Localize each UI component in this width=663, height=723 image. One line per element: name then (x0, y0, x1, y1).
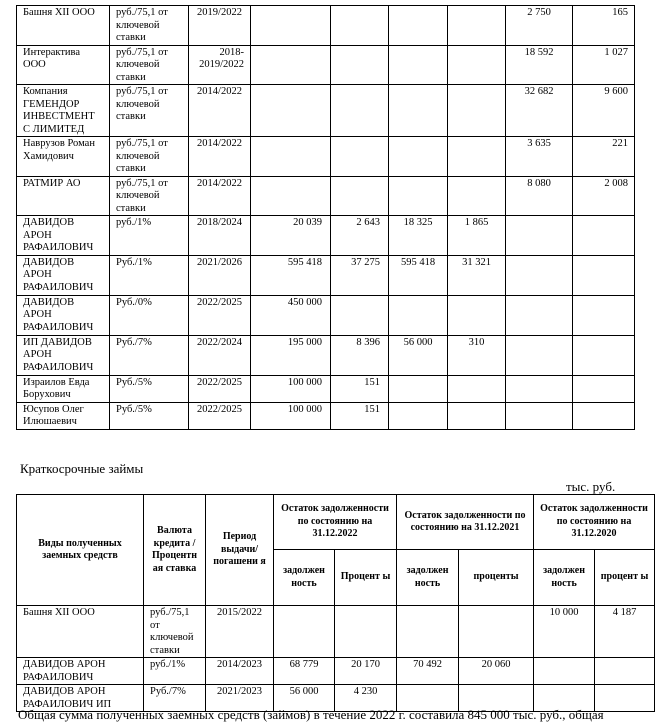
debt-2021 (389, 295, 448, 335)
debt-2020: 10 000 (534, 606, 595, 658)
period: 2021/2023 (206, 685, 274, 712)
header-interest-2021: проценты (459, 550, 534, 606)
interest-2021 (448, 6, 506, 46)
period: 2015/2022 (206, 606, 274, 658)
interest-2021 (448, 45, 506, 85)
period: 2014/2022 (189, 176, 251, 216)
interest-2021 (448, 137, 506, 177)
lender-name: Юсупов Олег Илюшаевич (17, 402, 110, 429)
interest-2020: 1 027 (573, 45, 635, 85)
table-row (17, 335, 635, 375)
interest-2022: 20 170 (335, 658, 397, 685)
units-label: тыс. руб. (566, 479, 616, 494)
interest-2022: 8 396 (331, 335, 389, 375)
interest-2021 (459, 606, 534, 658)
currency-rate: Руб./5% (110, 375, 189, 402)
table-row (17, 606, 655, 658)
header-debt-2022: задолжен ность (274, 550, 335, 606)
currency-rate: руб./1% (144, 658, 206, 685)
debt-2021: 18 325 (389, 216, 448, 256)
currency-rate: Руб./0% (110, 295, 189, 335)
period: 2018/2024 (189, 216, 251, 256)
debt-2022: 100 000 (251, 375, 331, 402)
interest-2022: 151 (331, 402, 389, 429)
table-row (17, 45, 635, 85)
header-debt-2020: задолжен ность (534, 550, 595, 606)
interest-2020 (595, 658, 655, 685)
period: 2022/2025 (189, 375, 251, 402)
header-currency-rate: Валюта кредита / Процентн ая ставка (144, 495, 206, 606)
period: 2014/2022 (189, 85, 251, 137)
currency-rate: руб./1% (110, 216, 189, 256)
interest-2022: 2 643 (331, 216, 389, 256)
debt-2020 (506, 216, 573, 256)
interest-2021 (448, 402, 506, 429)
debt-2021 (389, 85, 448, 137)
period: 2018-2019/2022 (189, 45, 251, 85)
header-loan-type: Виды полученных заемных средств (17, 495, 144, 606)
lender-name: Наврузов Роман Хамидович (17, 137, 110, 177)
table-row (17, 85, 635, 137)
period: 2022/2025 (189, 402, 251, 429)
debt-2021 (389, 6, 448, 46)
interest-2021 (448, 295, 506, 335)
debt-2022 (251, 6, 331, 46)
interest-2022 (335, 606, 397, 658)
debt-2022 (274, 606, 335, 658)
interest-2022 (331, 85, 389, 137)
interest-2022 (331, 6, 389, 46)
lender-name: ДАВИДОВ АРОН РАФАИЛОВИЧ (17, 658, 144, 685)
interest-2020 (573, 402, 635, 429)
table-row (17, 658, 655, 685)
debt-2022: 56 000 (274, 685, 335, 712)
interest-2020 (573, 375, 635, 402)
period: 2022/2024 (189, 335, 251, 375)
interest-2022 (331, 137, 389, 177)
interest-2021: 1 865 (448, 216, 506, 256)
debt-2020 (506, 335, 573, 375)
debt-2022 (251, 85, 331, 137)
debt-2021 (389, 402, 448, 429)
interest-2022: 37 275 (331, 255, 389, 295)
header-debt-2021: задолжен ность (397, 550, 459, 606)
interest-2020 (573, 216, 635, 256)
interest-2021 (448, 375, 506, 402)
short-term-loans-table (16, 494, 655, 712)
currency-rate: Руб./1% (110, 255, 189, 295)
lender-name: Башня XII ООО (17, 606, 144, 658)
debt-2020: 3 635 (506, 137, 573, 177)
debt-2022: 100 000 (251, 402, 331, 429)
period: 2022/2025 (189, 295, 251, 335)
table-row (17, 176, 635, 216)
lender-name: Башня XII ООО (17, 6, 110, 46)
debt-2020: 2 750 (506, 6, 573, 46)
lender-name: Компания ГЕМЕНДОР ИНВЕСТМЕНТ С ЛИМИТЕД (17, 85, 110, 137)
interest-2022: 151 (331, 375, 389, 402)
table-row (17, 255, 635, 295)
lender-name: ИП ДАВИДОВ АРОН РАФАИЛОВИЧ (17, 335, 110, 375)
lender-name: ДАВИДОВ АРОН РАФАИЛОВИЧ (17, 295, 110, 335)
debt-2021 (389, 375, 448, 402)
debt-2022 (251, 176, 331, 216)
debt-2021 (397, 606, 459, 658)
interest-2020 (573, 295, 635, 335)
period: 2014/2023 (206, 658, 274, 685)
interest-2022 (331, 176, 389, 216)
debt-2020: 8 080 (506, 176, 573, 216)
currency-rate: руб./75,1 от ключевой ставки (110, 137, 189, 177)
debt-2022: 68 779 (274, 658, 335, 685)
interest-2020 (573, 255, 635, 295)
table-row (17, 295, 635, 335)
header-balance-2021: Остаток задолженности по состоянию на 31.12.2021 (397, 495, 534, 550)
debt-2020: 18 592 (506, 45, 573, 85)
currency-rate: Руб./7% (110, 335, 189, 375)
debt-2021: 70 492 (397, 658, 459, 685)
interest-2020: 4 187 (595, 606, 655, 658)
header-interest-2022: Процент ы (335, 550, 397, 606)
table-row (17, 375, 635, 402)
interest-2020: 2 008 (573, 176, 635, 216)
header-balance-2022: Остаток задолженности по состоянию на 31.12.2022 (274, 495, 397, 550)
currency-rate: руб./75,1 от ключевой ставки (110, 6, 189, 46)
interest-2020: 221 (573, 137, 635, 177)
debt-2020 (506, 375, 573, 402)
table-row (17, 402, 635, 429)
long-term-loans-table (16, 5, 635, 430)
table-row (17, 6, 635, 46)
currency-rate: руб./75,1 от ключевой ставки (144, 606, 206, 658)
header-row (17, 495, 655, 550)
interest-2020 (573, 335, 635, 375)
debt-2022: 20 039 (251, 216, 331, 256)
currency-rate: Руб./5% (110, 402, 189, 429)
currency-rate: Руб./7% (144, 685, 206, 712)
debt-2021 (389, 137, 448, 177)
debt-2021: 595 418 (389, 255, 448, 295)
debt-2020 (506, 255, 573, 295)
interest-2020: 165 (573, 6, 635, 46)
header-interest-2020: процент ы (595, 550, 655, 606)
table-row (17, 216, 635, 256)
period: 2019/2022 (189, 6, 251, 46)
header-balance-2020: Остаток задолженности по состоянию на 31.12.2020 (534, 495, 655, 550)
debt-2021 (389, 45, 448, 85)
interest-2022: 4 230 (335, 685, 397, 712)
header-period: Период выдачи/ погашени я (206, 495, 274, 606)
interest-2021: 310 (448, 335, 506, 375)
period: 2021/2026 (189, 255, 251, 295)
debt-2020: 32 682 (506, 85, 573, 137)
period: 2014/2022 (189, 137, 251, 177)
lender-name: РАТМИР АО (17, 176, 110, 216)
lender-name: ДАВИДОВ АРОН РАФАИЛОВИЧ (17, 255, 110, 295)
lender-name: ДАВИДОВ АРОН РАФАИЛОВИЧ (17, 216, 110, 256)
debt-2020 (506, 402, 573, 429)
debt-2022 (251, 45, 331, 85)
debt-2021 (389, 176, 448, 216)
debt-2021: 56 000 (389, 335, 448, 375)
section-title: Краткосрочные займы (20, 461, 144, 476)
summary-paragraph: Общая сумма полученных заемных средств (займов) в течение 2022 г. составила 845 000 тыс. руб., общая (18, 707, 604, 722)
currency-rate: руб./75,1 от ключевой ставки (110, 45, 189, 85)
currency-rate: руб./75,1 от ключевой ставки (110, 176, 189, 216)
interest-2021 (448, 85, 506, 137)
lender-name: ДАВИДОВ АРОН РАФАИЛОВИЧ ИП (17, 685, 144, 712)
lender-name: Интерактива ООО (17, 45, 110, 85)
currency-rate: руб./75,1 от ключевой ставки (110, 85, 189, 137)
interest-2022 (331, 295, 389, 335)
interest-2022 (331, 45, 389, 85)
interest-2020: 9 600 (573, 85, 635, 137)
interest-2021: 20 060 (459, 658, 534, 685)
debt-2020 (534, 658, 595, 685)
debt-2022: 195 000 (251, 335, 331, 375)
table-row (17, 137, 635, 177)
lender-name: Израилов Евда Борухович (17, 375, 110, 402)
debt-2022: 450 000 (251, 295, 331, 335)
debt-2022: 595 418 (251, 255, 331, 295)
debt-2020 (506, 295, 573, 335)
debt-2022 (251, 137, 331, 177)
interest-2021: 31 321 (448, 255, 506, 295)
interest-2021 (448, 176, 506, 216)
